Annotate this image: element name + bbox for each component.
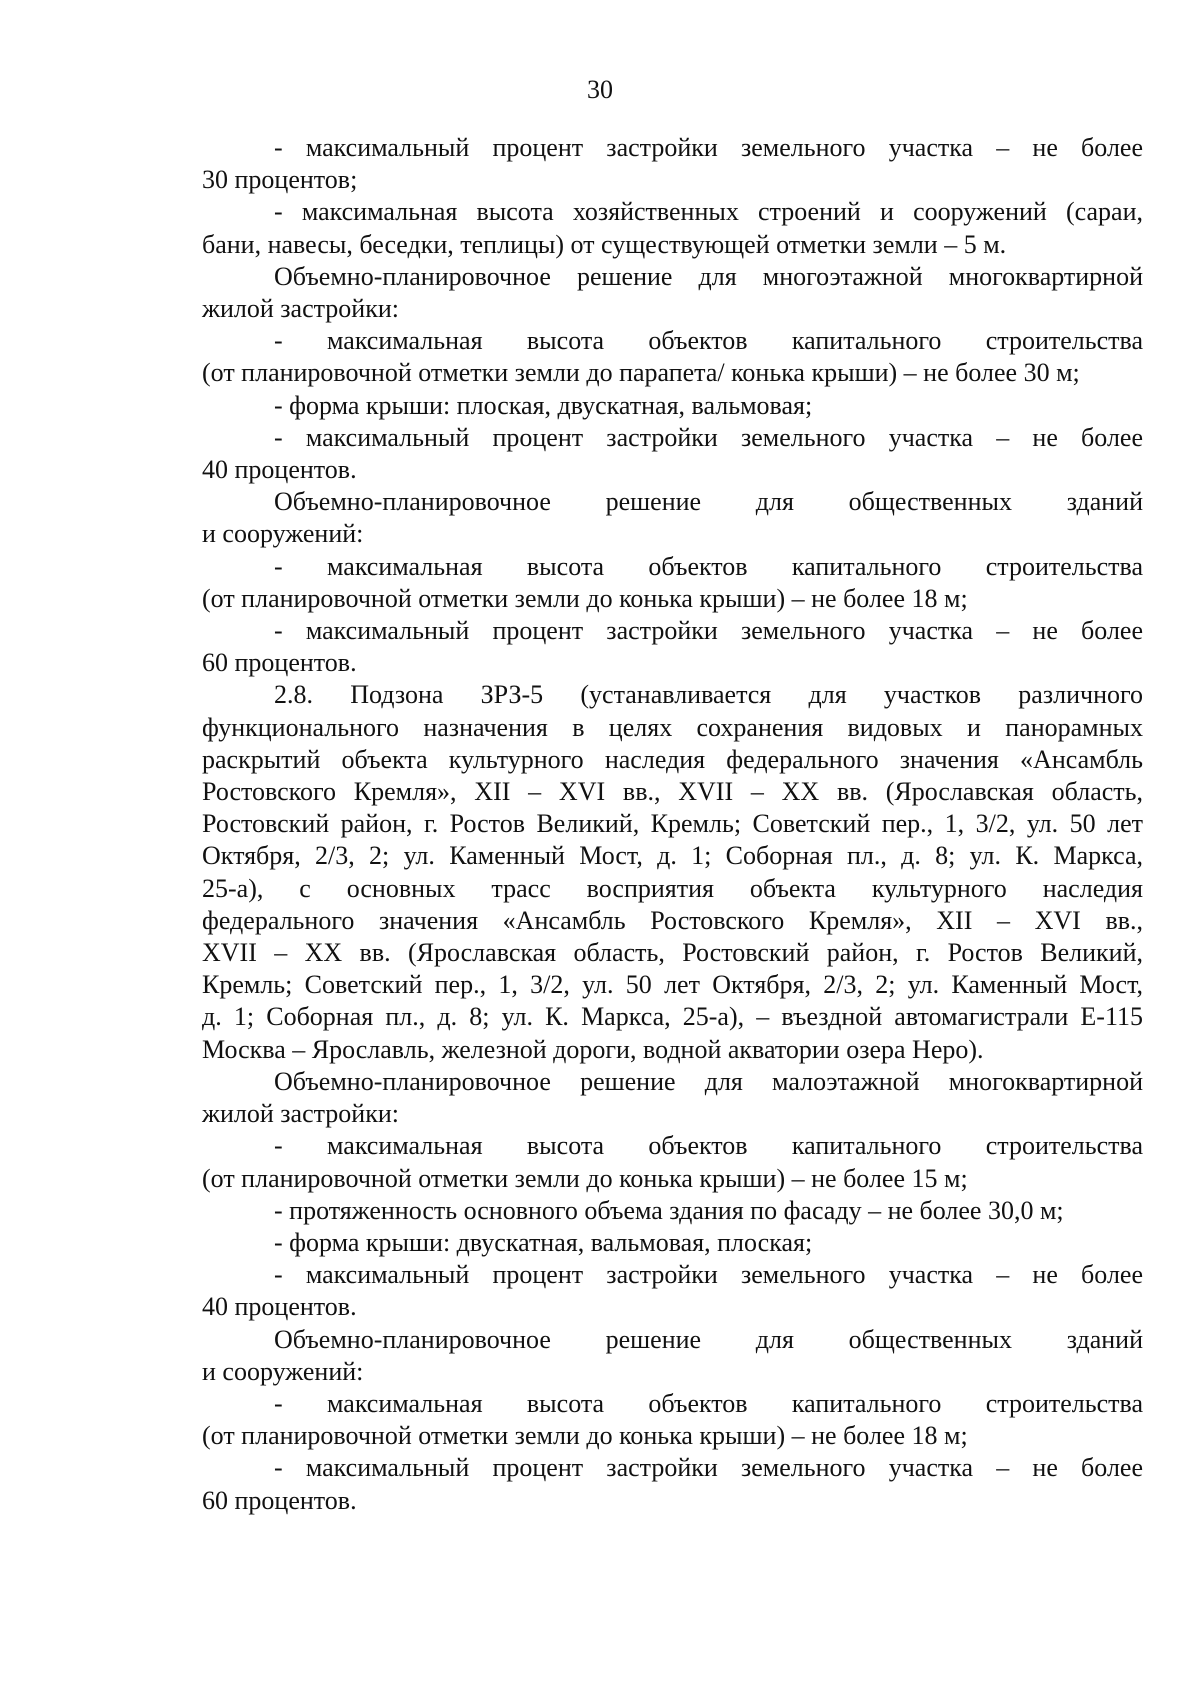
text-line: (от планировочной отметки земли до конька крыши) – не более 18 м;	[202, 583, 968, 613]
text-line: 40 процентов.	[202, 455, 357, 485]
text-line: - максимальная высота объектов капитального строительства	[274, 1388, 1143, 1418]
paragraph	[202, 325, 1143, 389]
text-line: 30 процентов;	[202, 165, 358, 195]
text-line: Ростовского Кремля», XII – XVI вв., XVII – XX вв. (Ярославская область,	[202, 777, 1143, 807]
paragraph	[202, 1066, 1143, 1130]
text-line: Объемно-планировочное решение для общественных зданий	[274, 487, 1143, 517]
paragraph	[202, 1388, 1143, 1452]
text-line: Объемно-планировочное решение для общественных зданий	[274, 1324, 1143, 1354]
text-line: (от планировочной отметки земли до парапета/ конька крыши) – не более 30 м;	[202, 358, 1080, 388]
text-line: - максимальная высота объектов капитального строительства	[274, 326, 1143, 356]
text-line: - протяженность основного объема здания по фасаду – не более 30,0 м;	[274, 1195, 1064, 1225]
paragraph	[202, 261, 1143, 325]
paragraph	[202, 390, 1143, 422]
document-body	[202, 132, 1143, 1517]
text-line: и сооружений:	[202, 519, 364, 549]
text-line: - форма крыши: плоская, двускатная, вальмовая;	[274, 390, 813, 420]
text-line: д. 1; Соборная пл., д. 8; ул. К. Маркса, 25-а), – въездной автомагистрали Е-115	[202, 1002, 1143, 1032]
text-line: бани, навесы, беседки, теплицы) от существующей отметки земли – 5 м.	[202, 229, 1007, 259]
text-line: 60 процентов.	[202, 1485, 357, 1515]
text-line: жилой застройки:	[202, 294, 399, 324]
text-line: (от планировочной отметки земли до конька крыши) – не более 15 м;	[202, 1163, 968, 1193]
text-line: - максимальный процент застройки земельного участка – не более	[274, 422, 1143, 452]
text-line: - форма крыши: двускатная, вальмовая, плоская;	[274, 1227, 813, 1257]
paragraph	[202, 1130, 1143, 1194]
paragraph	[202, 132, 1143, 196]
text-line: Объемно-планировочное решение для многоэтажной многоквартирной	[274, 261, 1143, 291]
paragraph	[202, 1324, 1143, 1388]
paragraph	[202, 679, 1143, 1065]
paragraph	[202, 551, 1143, 615]
text-line: - максимальная высота объектов капитального строительства	[274, 551, 1143, 581]
paragraph	[202, 1227, 1143, 1259]
text-line: 2.8. Подзона ЗРЗ-5 (устанавливается для участков различного	[274, 680, 1143, 710]
text-line: Кремль; Советский пер., 1, 3/2, ул. 50 лет Октября, 2/3, 2; ул. Каменный Мост,	[202, 970, 1143, 1000]
text-line: - максимальный процент застройки земельного участка – не более	[274, 1260, 1143, 1290]
text-line: функционального назначения в целях сохранения видовых и панорамных	[202, 712, 1143, 742]
text-line: федерального значения «Ансамбль Ростовского Кремля», XII – XVI вв.,	[202, 905, 1143, 935]
text-line: - максимальный процент застройки земельного участка – не более	[274, 1453, 1143, 1483]
paragraph	[202, 615, 1143, 679]
text-line: жилой застройки:	[202, 1099, 399, 1129]
text-line: раскрытий объекта культурного наследия федерального значения «Ансамбль	[202, 744, 1143, 774]
paragraph	[202, 1452, 1143, 1516]
text-line: Москва – Ярославль, железной дороги, водной акватории озера Неро).	[202, 1034, 984, 1064]
text-line: - максимальная высота хозяйственных строений и сооружений (сараи,	[274, 197, 1143, 227]
page-number: 30	[587, 75, 613, 104]
paragraph	[202, 486, 1143, 550]
text-line: 60 процентов.	[202, 648, 357, 678]
text-line: Объемно-планировочное решение для малоэтажной многоквартирной	[274, 1066, 1143, 1096]
text-line: - максимальный процент застройки земельного участка – не более	[274, 133, 1143, 162]
paragraph	[202, 422, 1143, 486]
text-line: и сооружений:	[202, 1356, 364, 1386]
text-line: Октября, 2/3, 2; ул. Каменный Мост, д. 1; Соборная пл., д. 8; ул. К. Маркса,	[202, 841, 1143, 871]
text-line: Ростовский район, г. Ростов Великий, Кремль; Советский пер., 1, 3/2, ул. 50 лет	[202, 809, 1143, 839]
paragraph	[202, 196, 1143, 260]
text-line: XVII – XX вв. (Ярославская область, Ростовский район, г. Ростов Великий,	[202, 938, 1143, 968]
text-line: - максимальный процент застройки земельного участка – не более	[274, 616, 1143, 646]
paragraph	[202, 1195, 1143, 1227]
text-line: (от планировочной отметки земли до конька крыши) – не более 18 м;	[202, 1421, 968, 1451]
text-line: 25-а), с основных трасс восприятия объекта культурного наследия	[202, 873, 1143, 903]
text-line: 40 процентов.	[202, 1292, 357, 1322]
paragraph	[202, 1259, 1143, 1323]
text-line: - максимальная высота объектов капитального строительства	[274, 1131, 1143, 1161]
